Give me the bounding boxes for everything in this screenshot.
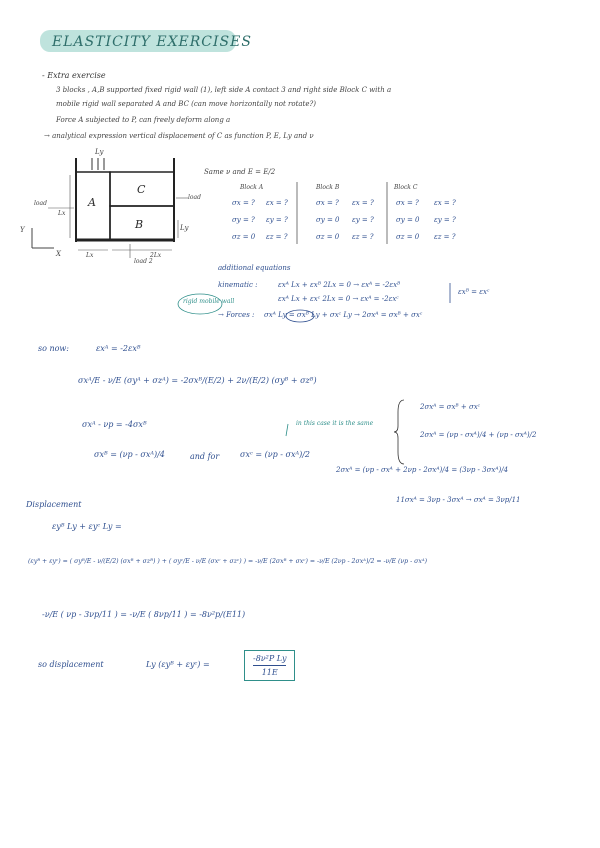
block-c-label: C [137,183,146,196]
so-now-eq-2: σxᴬ/E - ν/E (σyᴬ + σzᴬ) = -2σxᴮ/(E/2) + 2ν/(E/2) (σyᴮ + σzᴮ) [78,376,317,385]
kinematic-eq-2: εxᴬ Lx + εxᶜ 2Lx = 0 → εxᴬ = -2εxᶜ [278,295,399,303]
table-cell: εx = ? [434,199,456,207]
displacement-eq-2: (εyᴮ + εyᶜ) = ( σyᴮ/E - ν/(E/2) (σxᴮ + σzᴮ) ) + ( σyᶜ/E - ν/E (σxᶜ + σzᶜ) ) = -ν/E (2σxᴮ + σxᶜ) = -ν/E (2νp - 2σxᴬ)/2 = -ν/E (νp - σxᴬ) [28,558,428,565]
table-cell: εz = ? [434,233,456,241]
so-now-eq-1: εxᴬ = -2εxᴮ [96,344,141,353]
table-cell: σz = 0 [316,233,340,241]
side-label: Ly [180,224,189,232]
final-result-box [244,650,295,681]
table-cell: σy = ? [232,216,255,224]
table-cell: εy = ? [266,216,288,224]
so-now-eq-4: σxᴮ = (νp - σxᴬ)/4 [94,450,165,459]
same-note: Same ν and E = E/2 [204,168,276,176]
table-cell: εy = ? [352,216,374,224]
table-cell: σx = ? [316,199,339,207]
kinematic-label: kinematic : [218,281,258,289]
axis-x-label: X [56,250,61,258]
so-now-eq-5: σxᶜ = (νp - σxᴬ)/2 [240,450,310,459]
left-dim-label: Lx [58,210,66,217]
bottom-left-dim: Lx [86,252,94,259]
block-a-label: A [88,196,96,209]
table-header-a: Block A [240,184,264,191]
forces-label: → Forces : [218,311,255,319]
force-left-label: load [34,200,47,207]
table-cell: σy = 0 [316,216,340,224]
intro-line-4: Force A subjected to P, can freely deform along a [56,116,231,124]
table-cell: εx = ? [352,199,374,207]
intro-line-5: → analytical expression vertical displacement of C as function P, E, Ly and ν [44,132,314,140]
table-cell: σz = 0 [232,233,256,241]
table-cell: σx = ? [232,199,255,207]
final-label: so displacement [38,660,104,669]
displacement-eq-1: εyᴮ Ly + εyᶜ Ly = [52,522,122,531]
table-cell: σy = 0 [396,216,420,224]
kinematic-eq-1: εxᴬ Lx + εxᴮ 2Lx = 0 → εxᴬ = -2εxᴮ [278,281,401,289]
intro-line-2: 3 blocks , A,B supported fixed rigid wall (1), left side A contact 3 and right side Block C with a [56,86,392,94]
final-numerator: -8ν²P Ly [253,654,286,666]
right-eq-4: 11σxᴬ = 3νp - 3σxᴬ → σxᴬ = 3νp/11 [396,496,521,504]
force-right-label: load [188,194,201,201]
so-now-label: so now: [38,344,69,353]
intro-line-3: mobile rigid wall separated A and BC (can move horizontally not rotate?) [56,100,316,108]
table-cell: σx = ? [396,199,419,207]
additional-heading: additional equations [218,264,291,272]
same-case-note: in this case it is the same [296,420,374,427]
table-cell: εz = ? [266,233,288,241]
kinematic-result: εxᴮ = εxᶜ [458,288,490,296]
table-header-b: Block B [316,184,340,191]
displacement-heading: Displacement [26,500,82,509]
so-now-eq-3: σxᴬ - νp = -4σxᴮ [82,420,147,429]
diagram-top-label: Ly [95,148,104,156]
table-cell: εy = ? [434,216,456,224]
displacement-eq-3: -ν/E ( νp - 3νp/11 ) = -ν/E ( 8νp/11 ) = -8ν²p/(E11) [42,610,246,619]
right-eq-1: 2σxᴬ = σxᴮ + σxᶜ [420,403,481,411]
intro-line-1: - Extra exercise [42,71,106,80]
page-title: ELASTICITY EXERCISES [52,34,252,50]
table-cell: εx = ? [266,199,288,207]
final-eq: Ly (εyᴮ + εyᶜ) = [146,660,210,669]
table-cell: εz = ? [352,233,374,241]
forces-eq: σxᴬ Ly = σxᴮ Ly + σxᶜ Ly → 2σxᴬ = σxᴮ + σxᶜ [264,311,423,319]
table-cell: σz = 0 [396,233,420,241]
rigid-wall-note: rigid mobile wall [183,298,235,305]
block-b-label: B [135,218,144,231]
bottom-right-dim: 2Lx [150,252,162,259]
bottom-label: load 2 [134,258,153,265]
right-eq-2: 2σxᴬ = (νp - σxᴬ)/4 + (νp - σxᴬ)/2 [420,431,537,439]
right-eq-3: 2σxᴬ = (νp - σxᴬ + 2νp - 2σxᴬ)/4 = (3νp - 3σxᴬ)/4 [336,466,509,474]
final-denominator: 11E [261,668,278,677]
axis-y-label: Y [20,226,25,234]
and-for-label: and for [190,452,220,461]
table-header-c: Block C [394,184,418,191]
